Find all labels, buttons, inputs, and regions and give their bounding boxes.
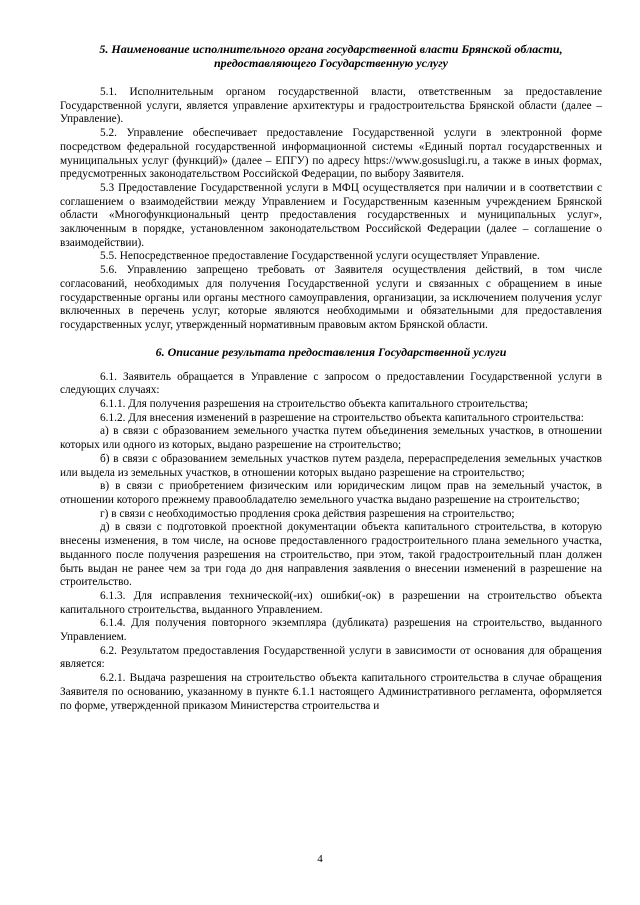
paragraph-5-2: 5.2. Управление обеспечивает предоставление Государственной услуги в электронной форме посредством федеральной государственной информационной системы «Единый портал государственных и муниципальных услуг (функций)» (далее – ЕПГУ) по адресу https://www.gosuslugi.ru, а также в иных формах, предусмотренных законодательством Российской Федерации, по выбору Заявителя. — [60, 127, 602, 181]
paragraph-6-2: 6.2. Результатом предоставления Государственной услуги в зависимости от основания для обращения является: — [60, 644, 602, 671]
paragraph-6-1: 6.1. Заявитель обращается в Управление с запросом о предоставлении Государственной услуги в следующих случаях: — [60, 370, 602, 397]
section-5-heading-line-1: 5. Наименование исполнительного органа государственной власти Брянской области, — [99, 42, 563, 56]
paragraph-6-1-1: 6.1.1. Для получения разрешения на строительство объекта капитального строительства; — [100, 398, 529, 411]
paragraph-6-1-2-g: г) в связи с необходимостью продления срока действия разрешения на строительство; — [100, 507, 515, 520]
paragraph-6-1-2-d: д) в связи с подготовкой проектной документации объекта капитального строительства, в которую внесены изменения, в том числе, на основе предоставленного градостроительного плана земельного участка, выданного после получения разрешения на строительство, при этом, такой градостроительный план должен быть выдан не ранее чем за три года до дня направления заявления о внесении изменений в разрешение на строительство. — [60, 521, 602, 589]
paragraph-6-1-3: 6.1.3. Для исправления технической(-их) ошибки(-ок) в разрешении на строительство объекта капитального строительства, выданного Управлением. — [60, 589, 602, 616]
section-5-heading — [60, 42, 602, 70]
paragraph-6-1-4: 6.1.4. Для получения повторного экземпляра (дубликата) разрешения на строительство, выданного Управлением. — [60, 617, 602, 644]
paragraph-5-1: 5.1. Исполнительным органом государственной власти, ответственным за предоставление Государственной услуги, является управление архитектуры и градостроительства Брянской области (далее – Управление). — [60, 86, 602, 126]
paragraph-6-1-2-b: б) в связи с образованием земельных участков путем раздела, перераспределения земельных участков или выдела из земельных участков, в отношении которых выдано разрешение на строительство; — [60, 452, 602, 479]
paragraph-6-1-2: 6.1.2. Для внесения изменений в разрешение на строительство объекта капитального строительства: — [100, 411, 584, 424]
paragraph-5-6: 5.6. Управлению запрещено требовать от Заявителя осуществления действий, в том числе согласований, необходимых для получения Государственной услуги и связанных с обращением в иные государственные органы или органы местного самоуправления, организации, за исключением получения услуг включенных в перечень услуг, которые являются необходимыми и обязательными для предоставления государственных услуг, утвержденный нормативным правовым актом Брянской области. — [60, 264, 602, 331]
paragraph-6-1-2-v: в) в связи с приобретением физическим или юридическим лицом прав на земельный участок, в отношении которого прежнему правообладателю земельного участка выдано разрешение на строительство; — [60, 480, 602, 506]
section-5-heading-line-2: предоставляющего Государственную услугу — [214, 56, 448, 70]
paragraph-6-2-1: 6.2.1. Выдача разрешения на строительство объекта капитального строительства в случае обращения Заявителя по основанию, указанному в пункте 6.1.1 настоящего Административного регламента, оформляется по форме, утвержденной приказом Министерства строительства и — [60, 672, 602, 712]
section-6-heading: 6. Описание результата предоставления Государственной услуги — [155, 344, 507, 359]
paragraph-6-1-2-a: а) в связи с образованием земельного участка путем объединения земельных участков, в отношении которых или одного из которых, выдано разрешение на строительство; — [60, 425, 602, 452]
page-number: 4 — [317, 853, 323, 865]
paragraph-5-5: 5.5. Непосредственное предоставление Государственной услуги осуществляет Управление. — [100, 250, 540, 263]
paragraph-5-3: 5.3 Предоставление Государственной услуги в МФЦ осуществляется при наличии и в соответствии с соглашением о взаимодействии между Управлением и Государственным казенным учреждением Брянской области «Многофункциональный центр предоставления государственных и муниципальных услуг», заключенным в порядке, установленном законодательством Российской Федерации (далее – соглашение о взаимодействии). — [60, 181, 602, 249]
